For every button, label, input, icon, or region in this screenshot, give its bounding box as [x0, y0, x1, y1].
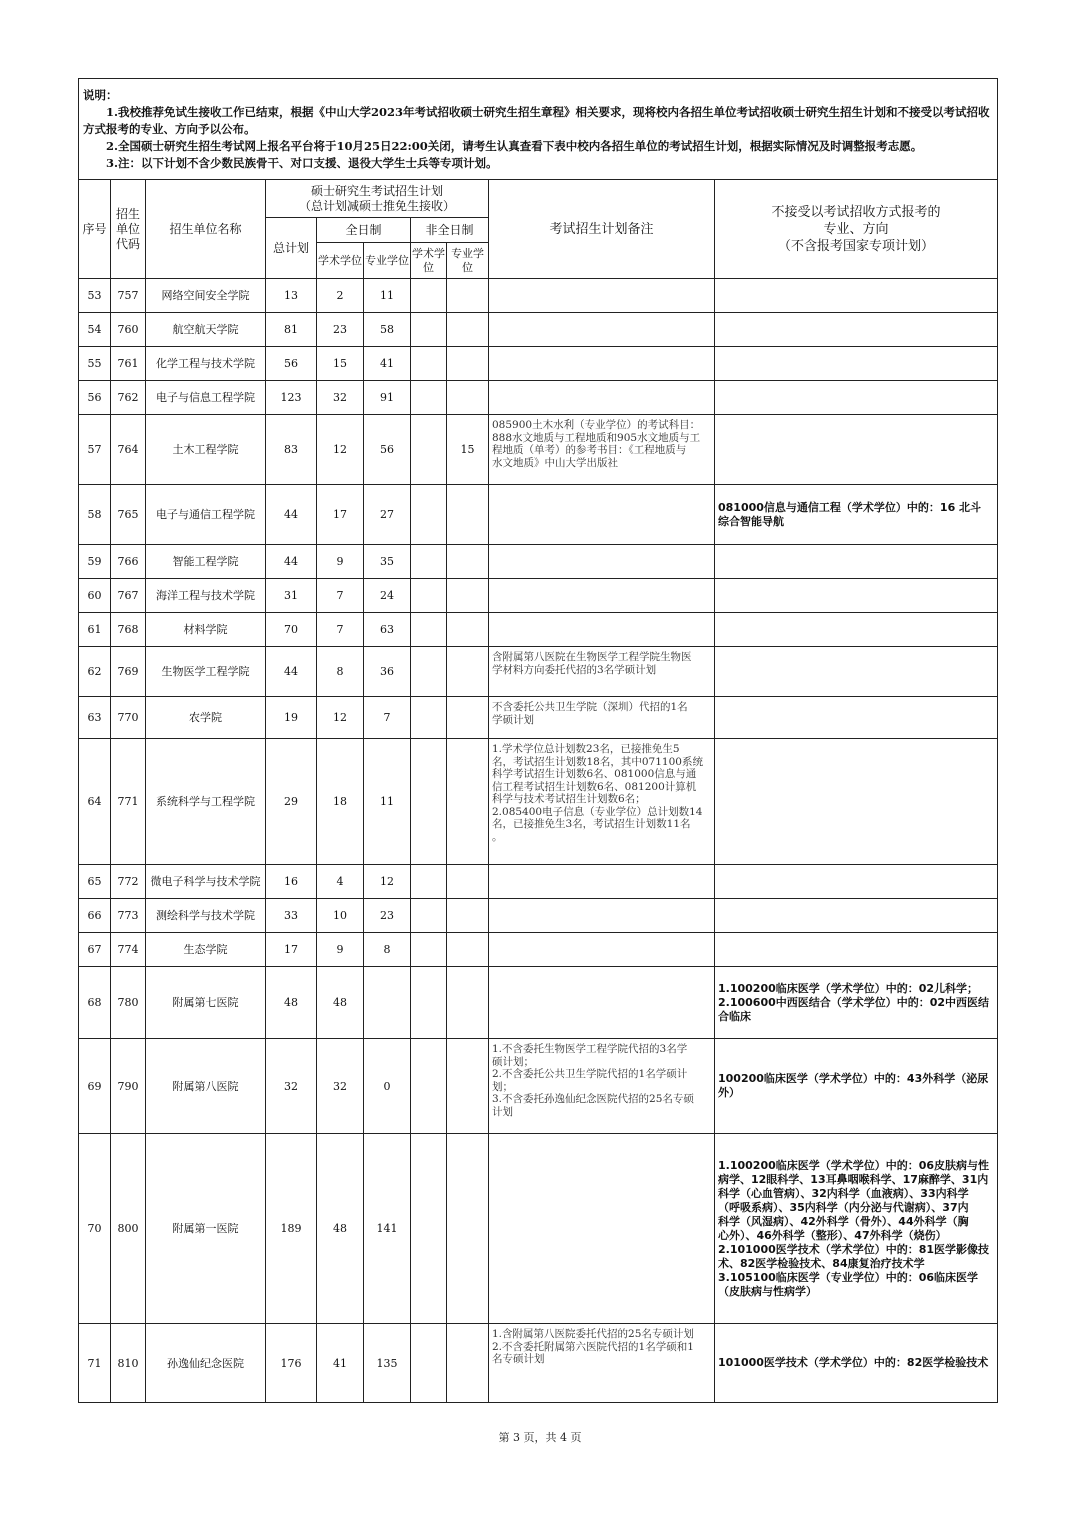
row-ft-academic: 23 [317, 313, 364, 347]
row-ft-professional: 41 [364, 347, 411, 381]
table-row [79, 933, 998, 967]
notes-item: 3.注：以下计划不含少数民族骨干、对口支援、退役大学生士兵等专项计划。 [106, 156, 498, 170]
header-row-1 [79, 180, 998, 218]
row-ft-academic: 9 [317, 933, 364, 967]
row-unit-code: 767 [111, 579, 146, 613]
row-remark [489, 347, 715, 381]
row-total: 31 [266, 579, 317, 613]
row-pt-professional [447, 279, 489, 313]
row-ft-professional [364, 967, 411, 1039]
table-row [79, 485, 998, 545]
row-ft-professional: 7 [364, 697, 411, 739]
row-ft-academic: 17 [317, 485, 364, 545]
row-ft-professional: 11 [364, 739, 411, 865]
header-excluded: 不接受以考试招收方式报考的 专业、方向 （不含报考国家专项计划） [715, 180, 998, 279]
table-row [79, 739, 998, 865]
table-row [79, 697, 998, 739]
row-unit-name: 农学院 [146, 697, 266, 739]
row-ft-professional: 8 [364, 933, 411, 967]
row-excluded: 081000信息与通信工程（学术学位）中的：16 北斗 综合智能导航 [715, 485, 998, 545]
row-pt-academic [411, 899, 447, 933]
row-pt-academic [411, 545, 447, 579]
row-seq: 66 [79, 899, 111, 933]
row-pt-professional [447, 697, 489, 739]
row-pt-academic [411, 485, 447, 545]
row-ft-professional: 12 [364, 865, 411, 899]
row-remark: 1.不含委托生物医学工程学院代招的3名学 硕计划； 2.不含委托公共卫生学院代招的1名学硕计 划； 3.不含委托孙逸仙纪念医院代招的25名专硕 计划 [489, 1039, 715, 1134]
row-excluded [715, 545, 998, 579]
row-seq: 69 [79, 1039, 111, 1134]
table-row [79, 967, 998, 1039]
row-unit-name: 附属第八医院 [146, 1039, 266, 1134]
header-ft-academic: 学术学位 [317, 243, 364, 279]
row-unit-code: 771 [111, 739, 146, 865]
row-seq: 61 [79, 613, 111, 647]
notes-item: 2.全国硕士研究生招生考试网上报名平台将于10月25日22:00关闭，请考生认真查看下表中校内各招生单位的考试招生计划，根据实际情况及时调整报考志愿。 [106, 139, 923, 153]
row-unit-name: 电子与信息工程学院 [146, 381, 266, 415]
row-unit-name: 航空航天学院 [146, 313, 266, 347]
row-remark [489, 485, 715, 545]
row-ft-academic: 32 [317, 1039, 364, 1134]
header-remarks: 考试招生计划备注 [489, 180, 715, 279]
row-remark [489, 933, 715, 967]
row-seq: 59 [79, 545, 111, 579]
row-seq: 54 [79, 313, 111, 347]
row-ft-professional: 58 [364, 313, 411, 347]
row-remark [489, 1134, 715, 1324]
row-seq: 60 [79, 579, 111, 613]
header-full-time: 全日制 [317, 218, 411, 243]
row-total: 56 [266, 347, 317, 381]
row-excluded: 101000医学技术（学术学位）中的：82医学检验技术 [715, 1324, 998, 1403]
row-seq: 67 [79, 933, 111, 967]
table-row [79, 579, 998, 613]
header-plan-group: 硕士研究生考试招生计划 （总计划减硕士推免生接收） [266, 180, 489, 218]
row-unit-name: 微电子科学与技术学院 [146, 865, 266, 899]
row-excluded: 1.100200临床医学（学术学位）中的：02儿科学； 2.100600中西医结合（学术学位）中的：02中西医结 合临床 [715, 967, 998, 1039]
row-total: 44 [266, 545, 317, 579]
header-total: 总计划 [266, 218, 317, 279]
row-unit-code: 770 [111, 697, 146, 739]
row-pt-academic [411, 933, 447, 967]
row-seq: 53 [79, 279, 111, 313]
row-ft-professional: 135 [364, 1324, 411, 1403]
table-row [79, 647, 998, 697]
row-total: 32 [266, 1039, 317, 1134]
row-remark [489, 545, 715, 579]
row-total: 19 [266, 697, 317, 739]
row-pt-academic [411, 865, 447, 899]
row-pt-professional [447, 967, 489, 1039]
row-remark: 1.学术学位总计划数23名，已接推免生5 名，考试招生计划数18名，其中071100系统 科学考试招生计划数6名、081000信息与通 信工程考试招生计划数6名、081200计算机 科学与技术考试招生计划数6名； 2.085400电子信息（专业学位）总计划数14 名，已接推免生3名，考试招生计划数11名 。 [489, 739, 715, 865]
row-total: 123 [266, 381, 317, 415]
row-ft-academic: 7 [317, 579, 364, 613]
row-ft-academic: 4 [317, 865, 364, 899]
row-ft-professional: 35 [364, 545, 411, 579]
header-pt-professional: 专业学位 [447, 243, 489, 279]
row-remark [489, 865, 715, 899]
row-pt-academic [411, 279, 447, 313]
row-pt-professional [447, 1039, 489, 1134]
row-ft-professional: 24 [364, 579, 411, 613]
row-excluded [715, 415, 998, 485]
row-seq: 68 [79, 967, 111, 1039]
row-pt-professional [447, 899, 489, 933]
row-seq: 58 [79, 485, 111, 545]
table-row [79, 613, 998, 647]
row-excluded [715, 865, 998, 899]
row-pt-professional [447, 347, 489, 381]
row-total: 13 [266, 279, 317, 313]
header-seq: 序号 [79, 180, 111, 279]
row-unit-name: 生物医学工程学院 [146, 647, 266, 697]
table-row [79, 381, 998, 415]
row-total: 44 [266, 647, 317, 697]
row-ft-professional: 11 [364, 279, 411, 313]
table-row [79, 1324, 998, 1403]
row-pt-professional [447, 381, 489, 415]
row-remark [489, 279, 715, 313]
row-remark: 含附属第八医院在生物医学工程学院生物医 学材料方向委托代招的3名学硕计划 [489, 647, 715, 697]
row-ft-academic: 8 [317, 647, 364, 697]
row-ft-professional: 141 [364, 1134, 411, 1324]
row-pt-professional [447, 1324, 489, 1403]
row-unit-name: 化学工程与技术学院 [146, 347, 266, 381]
row-pt-professional [447, 1134, 489, 1324]
row-seq: 70 [79, 1134, 111, 1324]
row-unit-name: 海洋工程与技术学院 [146, 579, 266, 613]
row-unit-code: 761 [111, 347, 146, 381]
row-remark [489, 899, 715, 933]
row-excluded [715, 933, 998, 967]
row-excluded [715, 279, 998, 313]
row-remark: 085900土木水利（专业学位）的考试科目： 888水文地质与工程地质和905水文地质与工 程地质（单考）的参考书目：《工程地质与 水文地质》中山大学出版社 [489, 415, 715, 485]
row-pt-professional [447, 579, 489, 613]
row-seq: 65 [79, 865, 111, 899]
row-unit-code: 772 [111, 865, 146, 899]
row-ft-professional: 63 [364, 613, 411, 647]
row-total: 48 [266, 967, 317, 1039]
row-pt-academic [411, 967, 447, 1039]
row-seq: 57 [79, 415, 111, 485]
row-excluded: 100200临床医学（学术学位）中的：43外科学（泌尿 外） [715, 1039, 998, 1134]
row-ft-academic: 48 [317, 1134, 364, 1324]
row-ft-academic: 12 [317, 415, 364, 485]
row-unit-code: 780 [111, 967, 146, 1039]
notes-item: 1.我校推荐免试生接收工作已结束，根据《中山大学2023年考试招收硕士研究生招生章程》相关要求，现将校内各招生单位考试招收硕士研究生招生计划和不接受以考试招收方式报考的专业、方向予以公布。 [83, 105, 990, 136]
row-pt-academic [411, 647, 447, 697]
row-unit-name: 测绘科学与技术学院 [146, 899, 266, 933]
row-total: 81 [266, 313, 317, 347]
table-row [79, 347, 998, 381]
row-unit-name: 智能工程学院 [146, 545, 266, 579]
row-total: 83 [266, 415, 317, 485]
row-remark [489, 381, 715, 415]
row-excluded [715, 613, 998, 647]
table-row [79, 899, 998, 933]
row-ft-academic: 12 [317, 697, 364, 739]
row-excluded: 1.100200临床医学（学术学位）中的：06皮肤病与性 病学、12眼科学、13耳鼻咽喉科学、17麻醉学、31内 科学（心血管病）、32内科学（血液病）、33内科学 （呼吸系病）、35内科学（内分泌与代谢病）、37内 科学（风湿病）、42外科学（骨外）、44外科学（胸 心外）、46外科学（整形）、47外科学（烧伤） 2.101000医学技术（学术学位）中的：81医学影像技 术、82医学检验技术、84康复治疗技术学 3.105100临床医学（专业学位）中的：06临床医学 （皮肤病与性病学） [715, 1134, 998, 1324]
notes-row [79, 79, 998, 180]
row-pt-professional [447, 933, 489, 967]
row-unit-code: 769 [111, 647, 146, 697]
row-pt-academic [411, 739, 447, 865]
row-pt-professional: 15 [447, 415, 489, 485]
row-ft-academic: 18 [317, 739, 364, 865]
row-pt-academic [411, 381, 447, 415]
row-total: 17 [266, 933, 317, 967]
row-unit-code: 765 [111, 485, 146, 545]
table-row [79, 415, 998, 485]
row-ft-academic: 10 [317, 899, 364, 933]
row-pt-professional [447, 485, 489, 545]
table-row [79, 545, 998, 579]
header-unit-name: 招生单位名称 [146, 180, 266, 279]
row-unit-name: 土木工程学院 [146, 415, 266, 485]
row-pt-academic [411, 347, 447, 381]
row-excluded [715, 313, 998, 347]
row-unit-code: 790 [111, 1039, 146, 1134]
row-pt-professional [447, 865, 489, 899]
row-ft-academic: 2 [317, 279, 364, 313]
row-remark: 1.含附属第八医院委托代招的25名专硕计划 2.不含委托附属第六医院代招的1名学硕和1 名专硕计划 [489, 1324, 715, 1403]
row-ft-professional: 36 [364, 647, 411, 697]
row-unit-code: 768 [111, 613, 146, 647]
notes-cell [79, 79, 998, 180]
admission-plan-table [78, 78, 998, 1403]
row-unit-name: 电子与通信工程学院 [146, 485, 266, 545]
row-total: 189 [266, 1134, 317, 1324]
row-pt-academic [411, 579, 447, 613]
table-row [79, 865, 998, 899]
table-row [79, 1039, 998, 1134]
header-pt-academic: 学术学位 [411, 243, 447, 279]
row-unit-code: 810 [111, 1324, 146, 1403]
row-remark [489, 967, 715, 1039]
row-ft-academic: 9 [317, 545, 364, 579]
row-pt-professional [447, 613, 489, 647]
row-pt-academic [411, 1324, 447, 1403]
page-footer: 第 3 页，共 4 页 [498, 1431, 582, 1444]
row-unit-name: 附属第一医院 [146, 1134, 266, 1324]
row-unit-code: 762 [111, 381, 146, 415]
row-pt-academic [411, 415, 447, 485]
row-excluded [715, 381, 998, 415]
row-pt-academic [411, 613, 447, 647]
row-pt-professional [447, 739, 489, 865]
row-excluded [715, 647, 998, 697]
table-row [79, 279, 998, 313]
row-seq: 56 [79, 381, 111, 415]
row-pt-academic [411, 313, 447, 347]
row-total: 29 [266, 739, 317, 865]
notes-title: 说明： [83, 88, 118, 102]
row-unit-code: 774 [111, 933, 146, 967]
row-seq: 64 [79, 739, 111, 865]
row-unit-code: 773 [111, 899, 146, 933]
row-seq: 55 [79, 347, 111, 381]
row-seq: 71 [79, 1324, 111, 1403]
row-ft-professional: 91 [364, 381, 411, 415]
row-seq: 62 [79, 647, 111, 697]
table-row [79, 313, 998, 347]
row-unit-name: 生态学院 [146, 933, 266, 967]
row-ft-academic: 41 [317, 1324, 364, 1403]
row-total: 44 [266, 485, 317, 545]
row-pt-academic [411, 1039, 447, 1134]
row-remark [489, 579, 715, 613]
row-pt-professional [447, 313, 489, 347]
header-ft-professional: 专业学位 [364, 243, 411, 279]
row-unit-code: 760 [111, 313, 146, 347]
row-total: 176 [266, 1324, 317, 1403]
row-excluded [715, 899, 998, 933]
row-ft-academic: 32 [317, 381, 364, 415]
row-ft-academic: 48 [317, 967, 364, 1039]
row-pt-academic [411, 697, 447, 739]
table-row [79, 1134, 998, 1324]
header-unit-code: 招生单位代码 [111, 180, 146, 279]
row-ft-academic: 7 [317, 613, 364, 647]
row-excluded [715, 347, 998, 381]
row-pt-academic [411, 1134, 447, 1324]
row-total: 33 [266, 899, 317, 933]
row-total: 16 [266, 865, 317, 899]
row-unit-name: 网络空间安全学院 [146, 279, 266, 313]
row-unit-code: 766 [111, 545, 146, 579]
header-part-time: 非全日制 [411, 218, 489, 243]
row-unit-code: 800 [111, 1134, 146, 1324]
row-ft-professional: 27 [364, 485, 411, 545]
table-body [79, 279, 998, 1403]
row-unit-name: 材料学院 [146, 613, 266, 647]
row-unit-code: 757 [111, 279, 146, 313]
row-unit-name: 孙逸仙纪念医院 [146, 1324, 266, 1403]
row-pt-professional [447, 545, 489, 579]
row-ft-professional: 0 [364, 1039, 411, 1134]
row-excluded [715, 579, 998, 613]
row-unit-name: 附属第七医院 [146, 967, 266, 1039]
row-ft-professional: 23 [364, 899, 411, 933]
row-excluded [715, 697, 998, 739]
row-remark [489, 613, 715, 647]
row-pt-professional [447, 647, 489, 697]
row-total: 70 [266, 613, 317, 647]
row-remark: 不含委托公共卫生学院（深圳）代招的1名 学硕计划 [489, 697, 715, 739]
row-ft-academic: 15 [317, 347, 364, 381]
row-unit-name: 系统科学与工程学院 [146, 739, 266, 865]
row-excluded [715, 739, 998, 865]
row-seq: 63 [79, 697, 111, 739]
row-remark [489, 313, 715, 347]
row-unit-code: 764 [111, 415, 146, 485]
row-ft-professional: 56 [364, 415, 411, 485]
